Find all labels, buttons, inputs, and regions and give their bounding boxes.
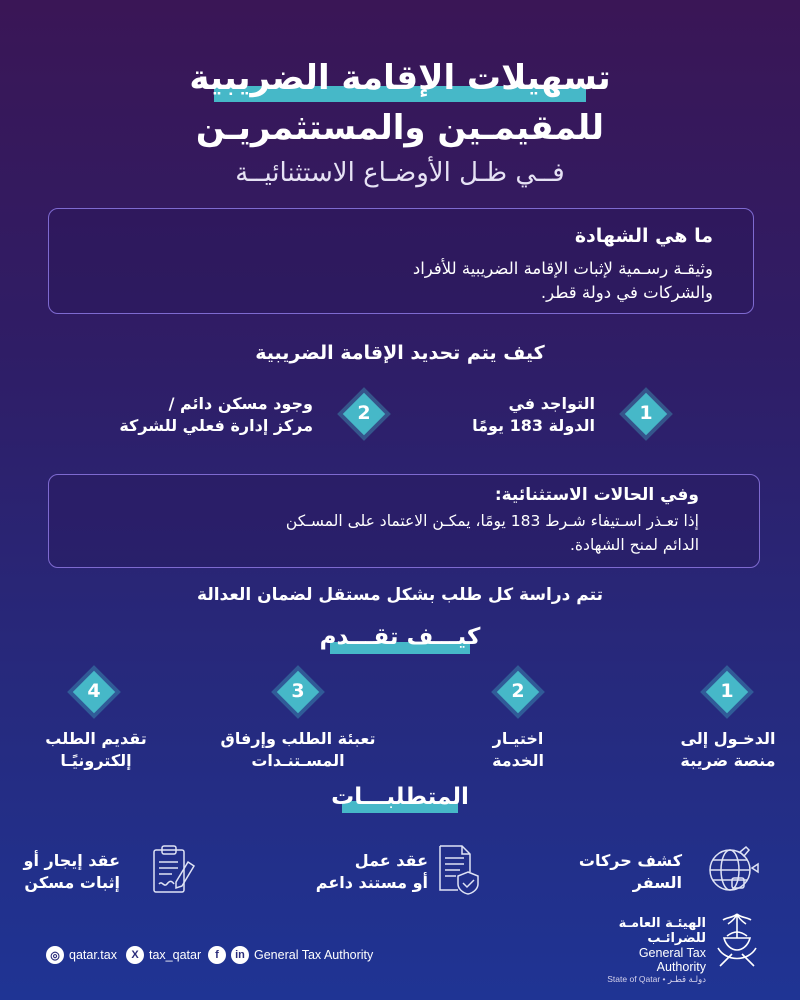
instagram-link[interactable] (46, 946, 117, 964)
globe-travel-icon (700, 844, 762, 896)
apply-step-2-line2: الخدمة (492, 751, 544, 770)
x-icon: X (126, 946, 144, 964)
determination-number-1: 1 (639, 402, 653, 424)
brand-name: General Tax Authority (254, 948, 374, 962)
requirement-2-line1: عقد عمل (354, 851, 428, 870)
facebook-linkedin-link[interactable] (208, 946, 373, 964)
logo-arabic: الهيئـة العامـة للضرائـب (618, 916, 706, 946)
determination-item-1-line2: الدولة 183 يومًا (472, 416, 595, 435)
certificate-box (48, 208, 754, 314)
how-to-apply-heading: كيـــف تقـــدم (319, 624, 481, 650)
x-link[interactable] (126, 946, 201, 964)
apply-step-number-1: 1 (720, 680, 734, 702)
qatar-emblem-icon (712, 908, 762, 970)
apply-step-number-2: 2 (511, 680, 525, 702)
requirement-2-line2: أو مستند داعم (315, 873, 428, 892)
clipboard-pen-icon (150, 842, 198, 896)
instagram-icon: ◎ (46, 946, 64, 964)
fairness-note: تتم دراسة كل طلب بشكل مستقل لضمان العدالة (197, 585, 603, 605)
apply-step-1-line1: الدخـول إلى (680, 729, 776, 748)
page-subtitle: للمقيمـين والمستثمريـن (195, 108, 605, 148)
exceptional-text-line1: إذا تعـذر اسـتيفاء شـرط 183 يومًا، يمكـن الاعتماد على المسـكن (285, 512, 699, 530)
exceptional-text-line2: الدائم لمنح الشهادة. (570, 536, 699, 554)
apply-step-3-line2: المسـتنـدات (251, 751, 345, 770)
apply-step-3-line1: تعبئة الطلب وإرفاق (220, 729, 376, 748)
determination-number-2: 2 (357, 402, 371, 424)
apply-step-number-3: 3 (291, 680, 305, 702)
determination-heading: كيف يتم تحديد الإقامة الضريبية (255, 342, 545, 364)
requirement-1-line2: السفر (632, 873, 682, 892)
requirement-3-line1: عقد إيجار أو (23, 851, 120, 870)
page-tagline: فــي ظـل الأوضـاع الاستثنائيــة (235, 158, 565, 188)
authority-logo-text (596, 916, 706, 985)
apply-step-number-4: 4 (87, 680, 101, 702)
requirement-3-line2: إثبات مسكن (24, 873, 120, 892)
logo-state: State of Qatar • دولـة قطـر (607, 974, 706, 984)
instagram-handle: qatar.tax (69, 948, 117, 962)
linkedin-icon: in (231, 946, 249, 964)
certificate-heading: ما هي الشهادة (574, 225, 713, 247)
exceptional-heading: وفي الحالات الاستثنائية: (494, 485, 699, 505)
document-shield-icon (436, 842, 482, 896)
facebook-icon: f (208, 946, 226, 964)
determination-item-2-line2: مركز إدارة فعلي للشركة (119, 416, 313, 435)
apply-step-4-line2: إلكترونيًـا (60, 751, 132, 770)
apply-step-2-line1: اختيـار (492, 729, 544, 748)
apply-step-1-line2: منصة ضريبة (680, 751, 776, 770)
page-title: تسهيلات الإقامة الضريبية (189, 58, 611, 98)
exceptional-box (48, 474, 760, 568)
certificate-text-line2: والشركات في دولة قطر. (540, 283, 713, 302)
logo-english: General Tax Authority (638, 946, 706, 974)
determination-item-1-line1: التواجد في (508, 394, 595, 413)
requirements-heading: المتطلبـــات (331, 784, 469, 810)
certificate-text-line1: وثيقـة رسـمية لإثبات الإقامة الضريبية للأفراد (412, 259, 713, 278)
apply-step-4-line1: تقديم الطلب (45, 729, 147, 748)
requirement-1-line1: كشف حركات (578, 851, 682, 870)
determination-item-2-line1: وجود مسكن دائم / (168, 394, 313, 413)
x-handle: tax_qatar (149, 948, 202, 962)
